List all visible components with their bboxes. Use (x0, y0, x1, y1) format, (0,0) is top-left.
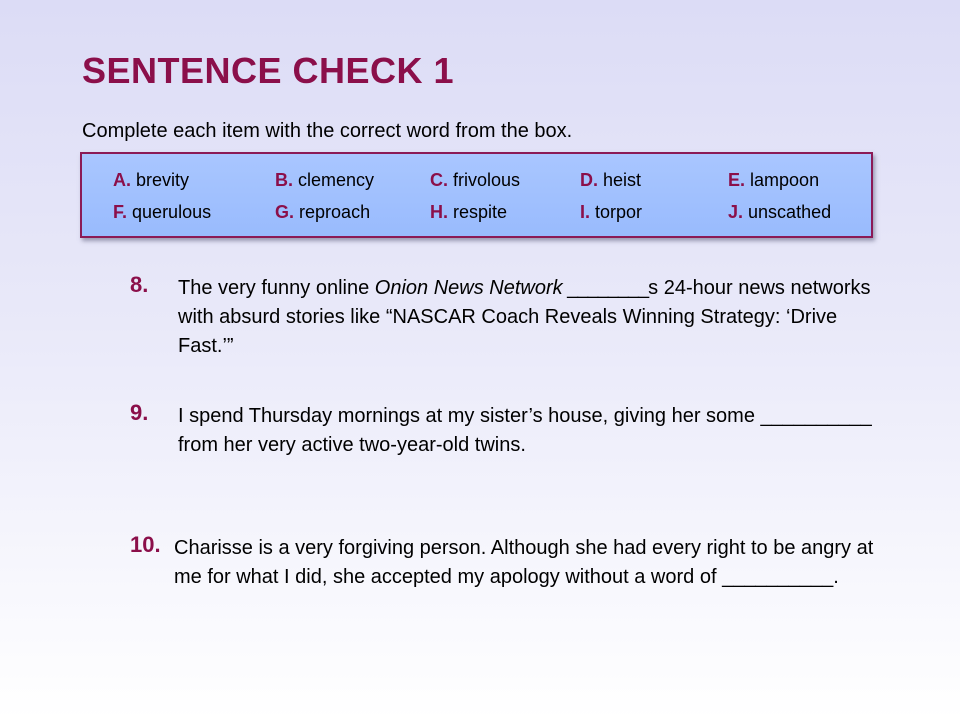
item-text: I spend Thursday mornings at my sister’s house, giving her some __________ from her very active two-year-old twins. (178, 405, 872, 456)
word-option-j (728, 202, 831, 223)
option-word: lampoon (750, 170, 820, 190)
word-option-b (275, 170, 374, 191)
item-text: Charisse is a very forgiving person. Although she had every right to be angry at me for what I did, she accepted my apology without a word of __________. (174, 537, 874, 588)
item-text-before: The very funny online (178, 277, 375, 299)
option-word: frivolous (453, 170, 521, 190)
word-option-e (728, 170, 819, 191)
option-letter: H. (430, 202, 448, 222)
option-letter: J. (728, 202, 744, 222)
word-option-h (430, 202, 507, 223)
word-option-d (580, 170, 641, 191)
option-letter: E. (728, 170, 746, 190)
option-letter: C. (430, 170, 448, 190)
option-word: brevity (136, 170, 190, 190)
item-number: 8. (130, 272, 149, 297)
option-word: heist (603, 170, 642, 190)
item-number: 10. (130, 532, 161, 557)
item-text-after: s 24-hour news networks with absurd stories like “NASCAR Coach Reveals Winning Strategy: ‘Drive Fast.’” (178, 277, 871, 357)
word-option-c (430, 170, 520, 191)
word-option-a (113, 170, 189, 191)
item-text (178, 274, 898, 361)
item-text-italic: Onion News Network (374, 277, 563, 299)
answer-blank: ________ (562, 277, 649, 299)
option-word: reproach (299, 202, 371, 222)
option-word: unscathed (748, 202, 832, 222)
option-letter: F. (113, 202, 128, 222)
option-letter: A. (113, 170, 131, 190)
option-word: querulous (132, 202, 212, 222)
page-title: SENTENCE CHECK 1 (82, 50, 455, 91)
item-number: 9. (130, 400, 149, 425)
word-box (80, 152, 873, 238)
option-letter: G. (275, 202, 295, 222)
word-option-g (275, 202, 370, 223)
option-word: respite (453, 202, 508, 222)
word-option-i (580, 202, 642, 223)
option-letter: D. (580, 170, 598, 190)
option-letter: I. (580, 202, 591, 222)
option-letter: B. (275, 170, 293, 190)
word-option-f (113, 202, 211, 223)
option-word: clemency (298, 170, 375, 190)
instructions: Complete each item with the correct word from the box. (82, 120, 573, 142)
option-word: torpor (595, 202, 643, 222)
